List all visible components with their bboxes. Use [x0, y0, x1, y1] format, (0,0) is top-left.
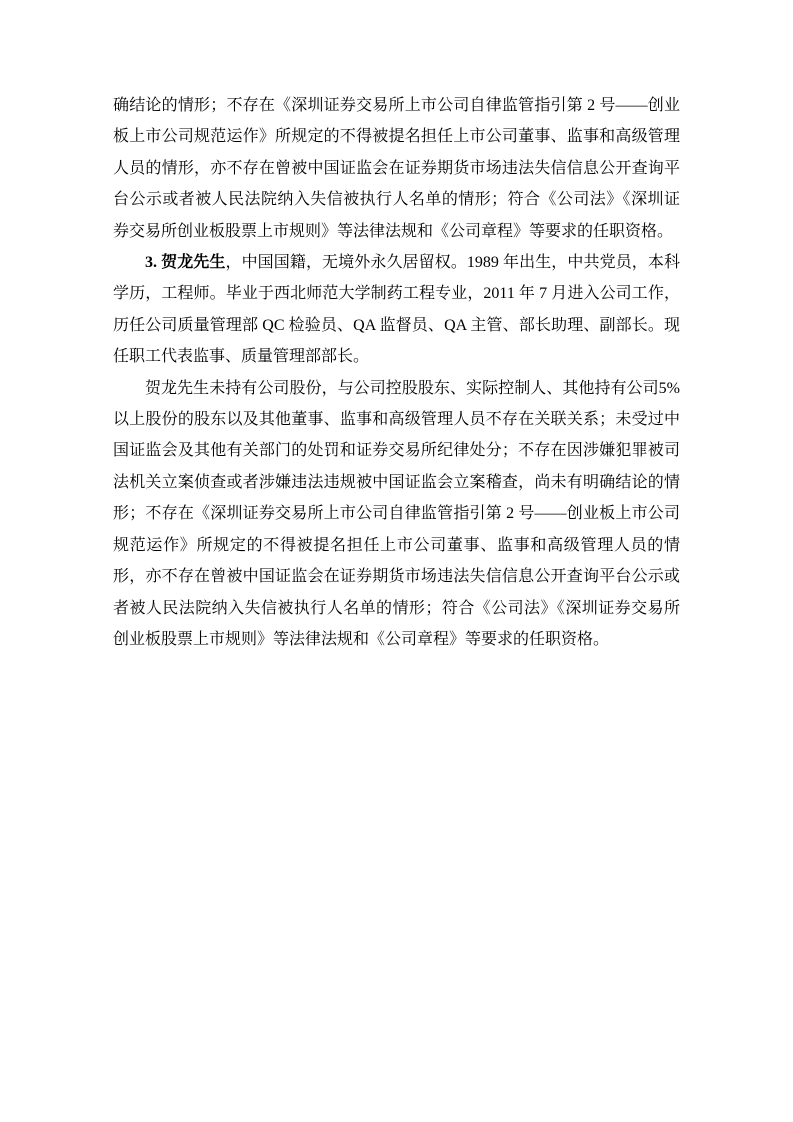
document-text-block: [113, 90, 680, 655]
paragraph-continuation-qualification: [113, 90, 680, 247]
candidate-qualification-text: 贺龙先生未持有公司股份，与公司控股股东、实际控制人、其他持有公司5%以上股份的股东以及其他董事、监事和高级管理人员不存在关联关系；未受过中国证监会及其他有关部门的处罚和证券交易所纪律处分；不存在因涉嫌犯罪被司法机关立案侦查或者涉嫌违法违规被中国证监会立案稽查，尚未有明确结论的情形；不存在《深圳证券交易所上市公司自律监管指引第 2 号——创业板上市公司规范运作》所规定的不得被提名担任上市公司董事、监事和高级管理人员的情形，亦不存在曾被中国证监会在证券期货市场违法失信信息公开查询平台公示或者被人民法院纳入失信被执行人名单的情形；符合《公司法》《深圳证券交易所创业板股票上市规则》等法律法规和《公司章程》等要求的任职资格。: [113, 379, 680, 648]
candidate-resume-text: ，中国国籍，无境外永久居留权。1989 年出生，中共党员，本科学历，工程师。毕业于西北师范大学制药工程专业，2011 年 7 月进入公司工作，历任公司质量管理部 QC 检验员、QA 监督员、QA 主管、部长助理、副部长。现任职工代表监事、质量管理部部长。: [113, 254, 680, 366]
paragraph-candidate-resume: [113, 247, 680, 373]
paragraph-continuation-text: 确结论的情形；不存在《深圳证券交易所上市公司自律监管指引第 2 号——创业板上市公司规范运作》所规定的不得被提名担任上市公司董事、监事和高级管理人员的情形，亦不存在曾被中国证监会在证券期货市场违法失信信息公开查询平台公示或者被人民法院纳入失信被执行人名单的情形；符合《公司法》《深圳证券交易所创业板股票上市规则》等法律法规和《公司章程》等要求的任职资格。: [113, 97, 680, 240]
paragraph-candidate-qualification: [113, 373, 680, 656]
candidate-name-bold: 3. 贺龙先生: [145, 254, 226, 272]
